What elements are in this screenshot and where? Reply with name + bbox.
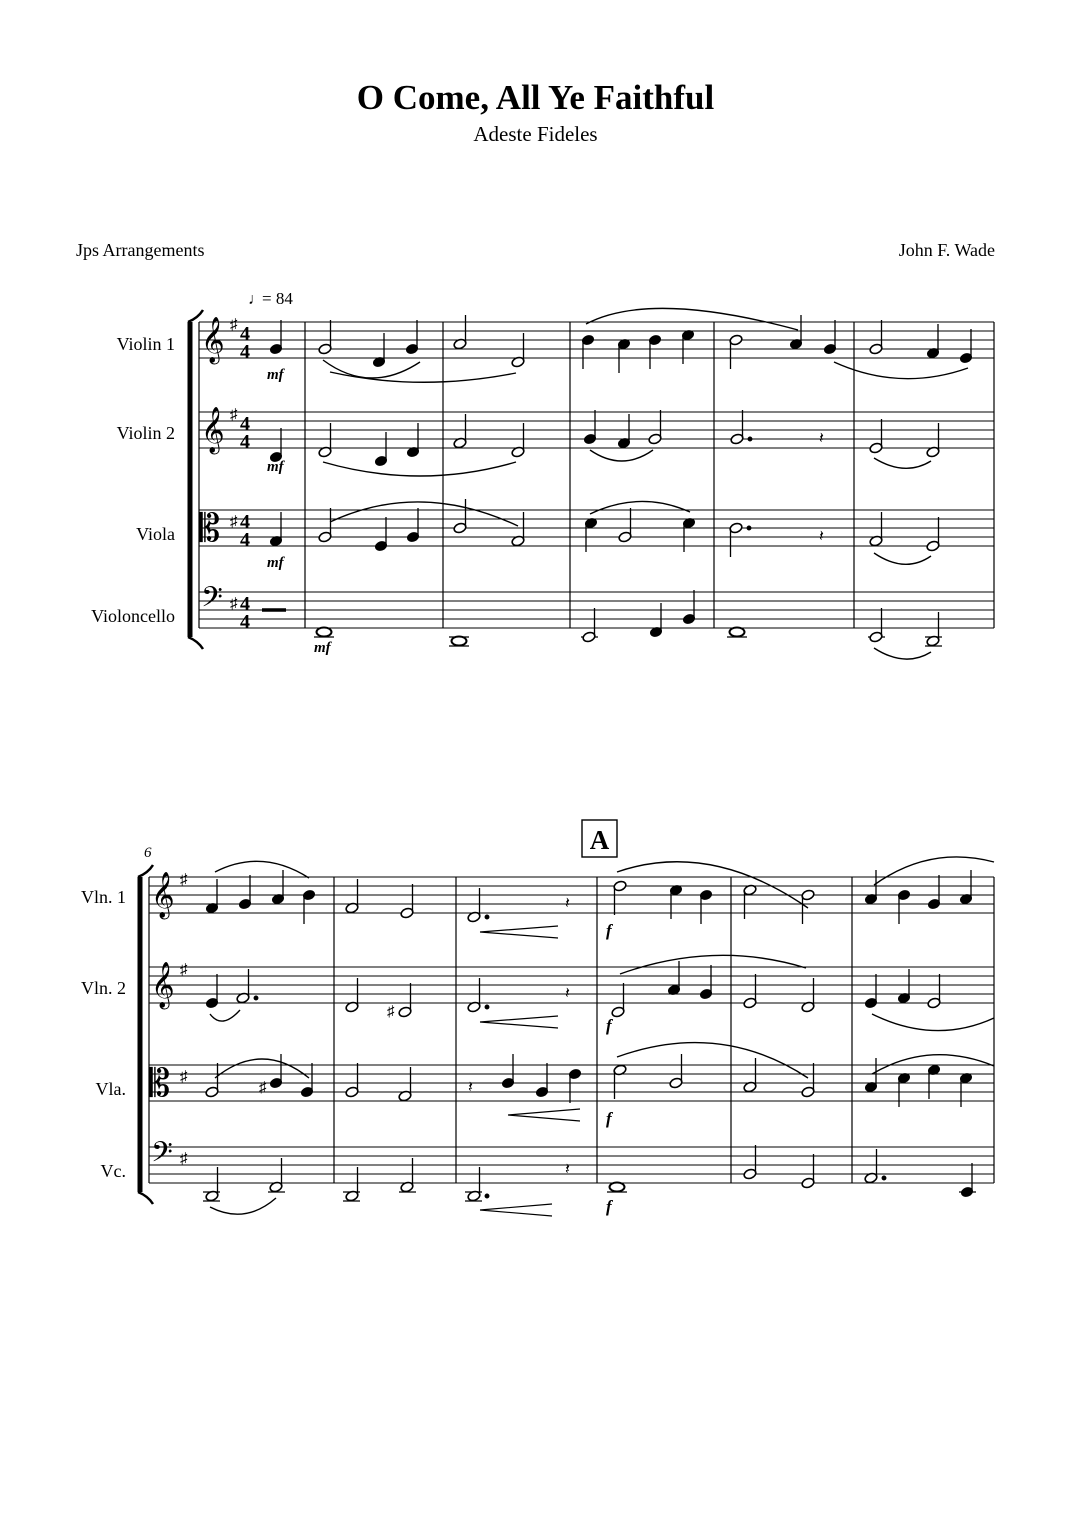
dynamic-mf: mf xyxy=(267,367,284,383)
time-sig-numerator: 4 xyxy=(240,413,250,435)
staff-lines-system-2 xyxy=(149,877,994,1183)
time-sig-numerator: 4 xyxy=(240,593,250,615)
time-sig-denominator: 4 xyxy=(240,431,250,453)
dynamic-f: f xyxy=(606,1197,612,1216)
staff-label-vc: Vc. xyxy=(100,1161,126,1181)
crescendo-hairpin xyxy=(480,1016,558,1028)
sharp-icon: ♯ xyxy=(180,1151,188,1167)
dynamic-mf: mf xyxy=(267,555,284,571)
system-1 xyxy=(91,289,994,659)
quarter-rest-icon: 𝄽 xyxy=(565,1161,570,1178)
measure-number: 6 xyxy=(144,845,152,861)
dynamic-mf: mf xyxy=(267,459,284,475)
bass-clef-icon: 𝄢 xyxy=(151,1138,173,1175)
time-sig-denominator: 4 xyxy=(240,529,250,551)
quarter-rest-icon: 𝄽 xyxy=(819,528,824,545)
sharp-icon: ♯ xyxy=(230,317,238,333)
score-title: O Come, All Ye Faithful xyxy=(356,78,715,117)
dynamic-f: f xyxy=(606,1016,612,1035)
crescendo-hairpin xyxy=(480,926,558,938)
system-2 xyxy=(81,820,994,1216)
treble-clef-icon: 𝄞 xyxy=(201,407,225,452)
dynamic-mf: mf xyxy=(314,640,331,656)
score-subtitle: Adeste Fideles xyxy=(473,122,598,146)
treble-clef-icon: 𝄞 xyxy=(201,317,225,362)
staff-label-vln2: Vln. 2 xyxy=(81,978,126,998)
barlines-system-1 xyxy=(199,322,994,628)
sharp-icon: ♯ xyxy=(230,596,238,612)
alto-clef-icon: 𝄡 xyxy=(149,1063,171,1105)
barlines-system-2 xyxy=(149,877,994,1183)
crescendo-hairpin xyxy=(480,1204,552,1216)
time-sig-denominator: 4 xyxy=(240,611,250,633)
dynamic-f: f xyxy=(606,921,612,940)
dynamic-f: f xyxy=(606,1109,612,1128)
treble-clef-icon: 𝄞 xyxy=(151,872,175,917)
sharp-icon: ♯ xyxy=(387,1004,395,1020)
tempo-marking: = 84 xyxy=(262,289,293,308)
time-sig-numerator: 4 xyxy=(240,323,250,345)
staff-label-violin-2: Violin 2 xyxy=(116,423,175,443)
violin-1-notes xyxy=(205,857,994,938)
sharp-icon: ♯ xyxy=(180,872,188,888)
quarter-rest-icon: 𝄽 xyxy=(565,895,570,912)
arranger-credit: Jps Arrangements xyxy=(76,240,205,260)
viola-notes xyxy=(269,499,940,564)
sharp-icon: ♯ xyxy=(259,1080,267,1096)
bass-clef-icon: 𝄢 xyxy=(201,583,223,620)
alto-clef-icon: 𝄡 xyxy=(199,508,221,550)
rehearsal-mark: A xyxy=(589,825,610,855)
quarter-rest-icon: 𝄽 xyxy=(565,985,570,1002)
sharp-icon: ♯ xyxy=(230,407,238,423)
sharp-icon: ♯ xyxy=(180,962,188,978)
crescendo-hairpin xyxy=(508,1109,580,1121)
time-sig-denominator: 4 xyxy=(240,341,250,363)
time-sig-numerator: 4 xyxy=(240,511,250,533)
sharp-icon: ♯ xyxy=(180,1069,188,1085)
staff-label-violin-1: Violin 1 xyxy=(116,334,175,354)
staff-label-vln1: Vln. 1 xyxy=(81,887,126,907)
staff-lines-system-1 xyxy=(199,322,994,628)
staff-label-violoncello: Violoncello xyxy=(91,606,175,626)
violin-2-notes xyxy=(269,410,940,476)
tempo-note: ♩ xyxy=(248,291,264,308)
composer-credit: John F. Wade xyxy=(898,240,995,260)
quarter-rest-icon: 𝄽 xyxy=(468,1079,473,1096)
sharp-icon: ♯ xyxy=(230,514,238,530)
quarter-rest-icon: 𝄽 xyxy=(819,430,824,447)
violin-1-notes xyxy=(269,308,972,382)
viola-notes xyxy=(205,1043,994,1121)
treble-clef-icon: 𝄞 xyxy=(151,962,175,1007)
staff-label-vla: Vla. xyxy=(95,1079,126,1099)
violoncello-notes xyxy=(262,590,942,659)
staff-label-viola: Viola xyxy=(136,524,175,544)
